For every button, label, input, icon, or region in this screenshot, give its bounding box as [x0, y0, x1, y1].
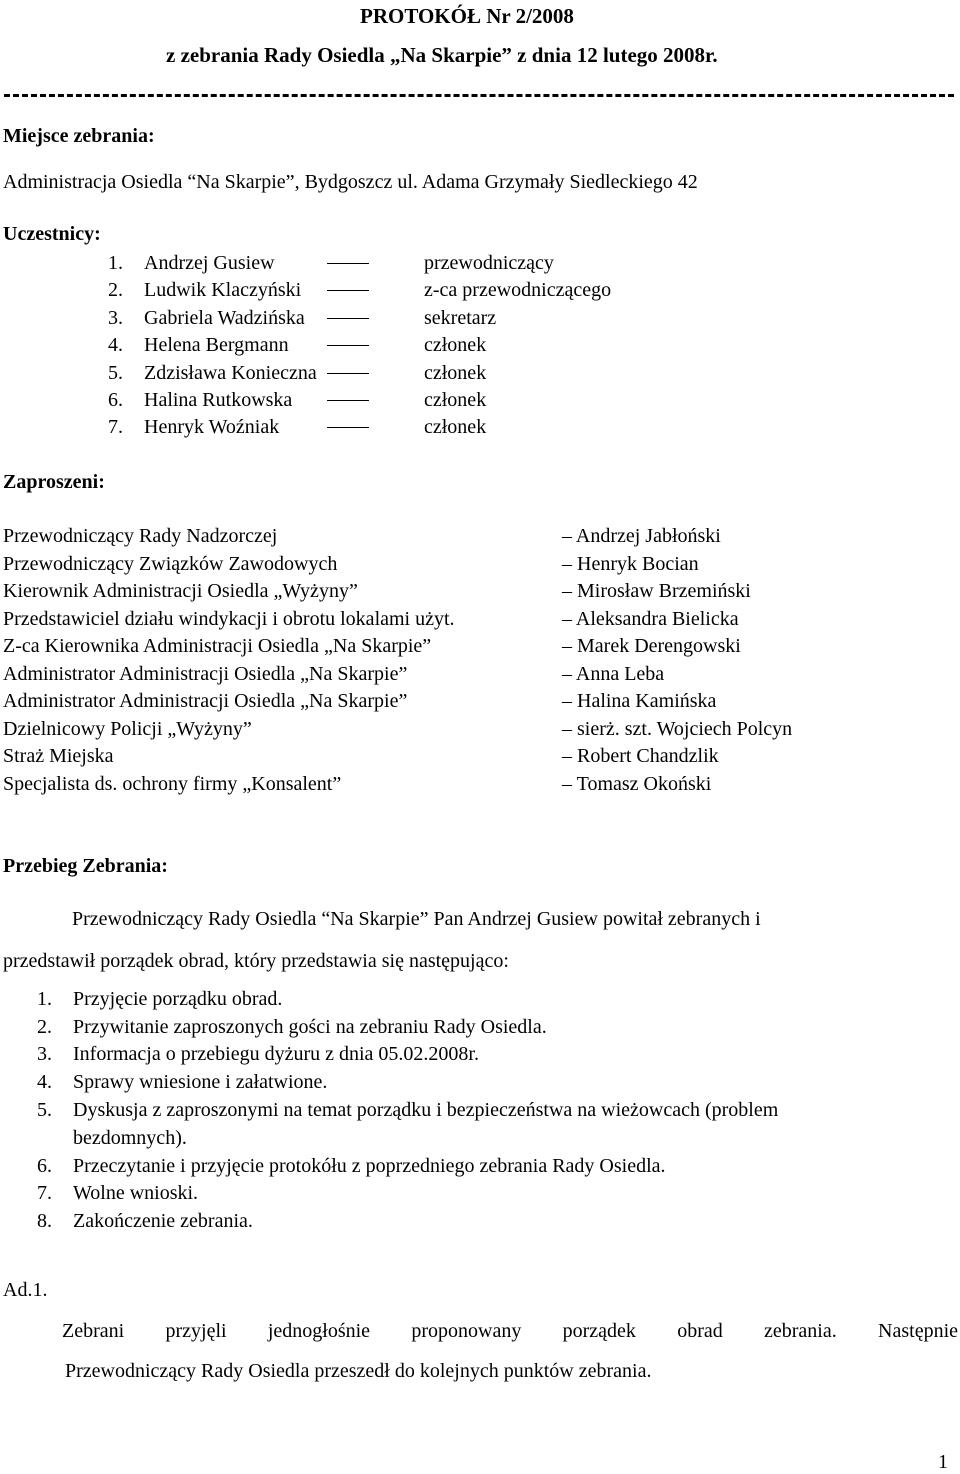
invited-function: Dzielnicowy Policji „Wyżyny”	[3, 717, 252, 740]
header-divider	[4, 94, 954, 97]
agenda-number: 5.	[37, 1099, 52, 1121]
agenda-number: 2.	[37, 1016, 52, 1038]
invited-person: – Tomasz Okoński	[562, 772, 712, 795]
agenda-number: 7.	[37, 1182, 52, 1204]
participant-row	[0, 334, 700, 356]
invited-person: – Andrzej Jabłoński	[562, 525, 721, 547]
participant-role: członek	[424, 416, 487, 439]
invited-person: – Henryk Bocian	[562, 552, 699, 575]
agenda-item-text: Dyskusja z zaproszonymi na temat porządku i bezpieczeństwa na wieżowcach (problem	[73, 1099, 779, 1121]
participant-number: 5.	[108, 361, 123, 384]
invited-function: Specjalista ds. ochrony firmy „Konsalent”	[3, 772, 342, 795]
participant-dash	[327, 400, 369, 401]
participant-role: sekretarz	[424, 306, 497, 329]
agenda-item-text: Zakończenie zebrania.	[73, 1210, 253, 1232]
participant-row	[0, 416, 700, 438]
participant-number: 4.	[108, 334, 123, 357]
invited-function: Przedstawiciel działu windykacji i obrotu lokalami użyt.	[3, 607, 455, 630]
ad1-line2: Przewodniczący Rady Osiedla przeszedł do kolejnych punktów zebrania.	[65, 1360, 652, 1382]
location-label: Miejsce zebrania:	[3, 125, 155, 147]
ad1-line1: Zebrani przyjęli jednogłośnie proponowany porządek obrad zebrania. Następnie	[62, 1320, 958, 1342]
invited-function: Przewodniczący Związków Zawodowych	[3, 552, 338, 575]
participant-dash	[327, 290, 369, 291]
proceedings-label: Przebieg Zebrania:	[3, 855, 168, 877]
invited-function: Z-ca Kierownika Administracji Osiedla „Na Skarpie”	[3, 635, 432, 657]
participant-name: Gabriela Wadzińska	[144, 306, 305, 329]
invited-person: – sierż. szt. Wojciech Polcyn	[562, 717, 793, 740]
page-number: 1	[938, 1451, 948, 1473]
participant-row	[0, 362, 700, 384]
invited-function: Przewodniczący Rady Nadzorczej	[3, 525, 278, 547]
invited-function: Kierownik Administracji Osiedla „Wyżyny”	[3, 580, 358, 602]
participant-name: Henryk Woźniak	[144, 416, 280, 439]
document-subtitle: z zebrania Rady Osiedla „Na Skarpie” z dnia 12 lutego 2008r.	[166, 43, 718, 67]
agenda-number: 8.	[37, 1210, 52, 1232]
invited-function: Straż Miejska	[3, 745, 114, 767]
participant-row	[0, 252, 700, 274]
participant-name: Helena Bergmann	[144, 334, 289, 357]
participant-dash	[327, 318, 369, 319]
agenda-item-text: Przyjęcie porządku obrad.	[73, 988, 283, 1010]
participant-dash	[327, 427, 369, 428]
participant-role: członek	[424, 389, 487, 411]
agenda-item-text: Wolne wnioski.	[73, 1182, 199, 1204]
participant-number: 6.	[108, 389, 123, 411]
participant-number: 3.	[108, 306, 123, 329]
participant-role: z-ca przewodniczącego	[424, 279, 612, 302]
invited-person: – Mirosław Brzemiński	[562, 580, 751, 602]
invited-person: – Halina Kamińska	[562, 690, 717, 712]
participant-dash	[327, 373, 369, 374]
agenda-item-text: Informacja o przebiegu dyżuru z dnia 05.02.2008r.	[73, 1043, 479, 1065]
participant-role: przewodniczący	[424, 252, 554, 274]
participant-dash	[327, 345, 369, 346]
agenda-number: 6.	[37, 1155, 52, 1177]
invited-person: – Marek Derengowski	[562, 635, 741, 657]
participant-role: członek	[424, 334, 487, 357]
invited-person: – Aleksandra Bielicka	[562, 607, 739, 630]
invited-label: Zaproszeni:	[3, 471, 105, 493]
participant-name: Halina Rutkowska	[144, 389, 293, 411]
agenda-item-text: Przeczytanie i przyjęcie protokółu z poprzedniego zebrania Rady Osiedla.	[73, 1155, 666, 1177]
participant-number: 1.	[108, 252, 123, 274]
participant-row	[0, 279, 700, 301]
agenda-number: 1.	[37, 988, 52, 1010]
participants-label: Uczestnicy:	[3, 223, 101, 245]
location-value: Administracja Osiedla “Na Skarpie”, Bydgoszcz ul. Adama Grzymały Siedleckiego 42	[3, 171, 698, 193]
agenda-item-text: Sprawy wniesione i załatwione.	[73, 1071, 328, 1093]
agenda-item-text: Przywitanie zaproszonych gości na zebraniu Rady Osiedla.	[73, 1016, 547, 1038]
invited-person: – Anna Leba	[562, 662, 665, 685]
proceedings-intro-line1: Przewodniczący Rady Osiedla “Na Skarpie” Pan Andrzej Gusiew powitał zebranych i	[72, 908, 761, 930]
document-title: PROTOKÓŁ Nr 2/2008	[360, 4, 574, 28]
invited-function: Administrator Administracji Osiedla „Na Skarpie”	[3, 662, 408, 685]
participant-number: 7.	[108, 416, 123, 439]
participant-row	[0, 307, 700, 329]
participant-row	[0, 389, 700, 411]
agenda-item-text-continued: bezdomnych).	[73, 1126, 187, 1149]
agenda-number: 3.	[37, 1043, 52, 1065]
invited-person: – Robert Chandzlik	[562, 745, 719, 767]
invited-function: Administrator Administracji Osiedla „Na Skarpie”	[3, 690, 408, 712]
proceedings-intro-line2: przedstawił porządek obrad, który przedstawia się następująco:	[3, 950, 509, 972]
participant-name: Andrzej Gusiew	[144, 252, 275, 274]
participant-name: Zdzisława Konieczna	[144, 361, 317, 384]
participant-dash	[327, 263, 369, 264]
participant-role: członek	[424, 361, 487, 384]
ad1-label: Ad.1.	[3, 1279, 48, 1301]
participant-number: 2.	[108, 279, 123, 302]
participant-name: Ludwik Klaczyński	[144, 279, 302, 302]
agenda-number: 4.	[37, 1071, 52, 1093]
